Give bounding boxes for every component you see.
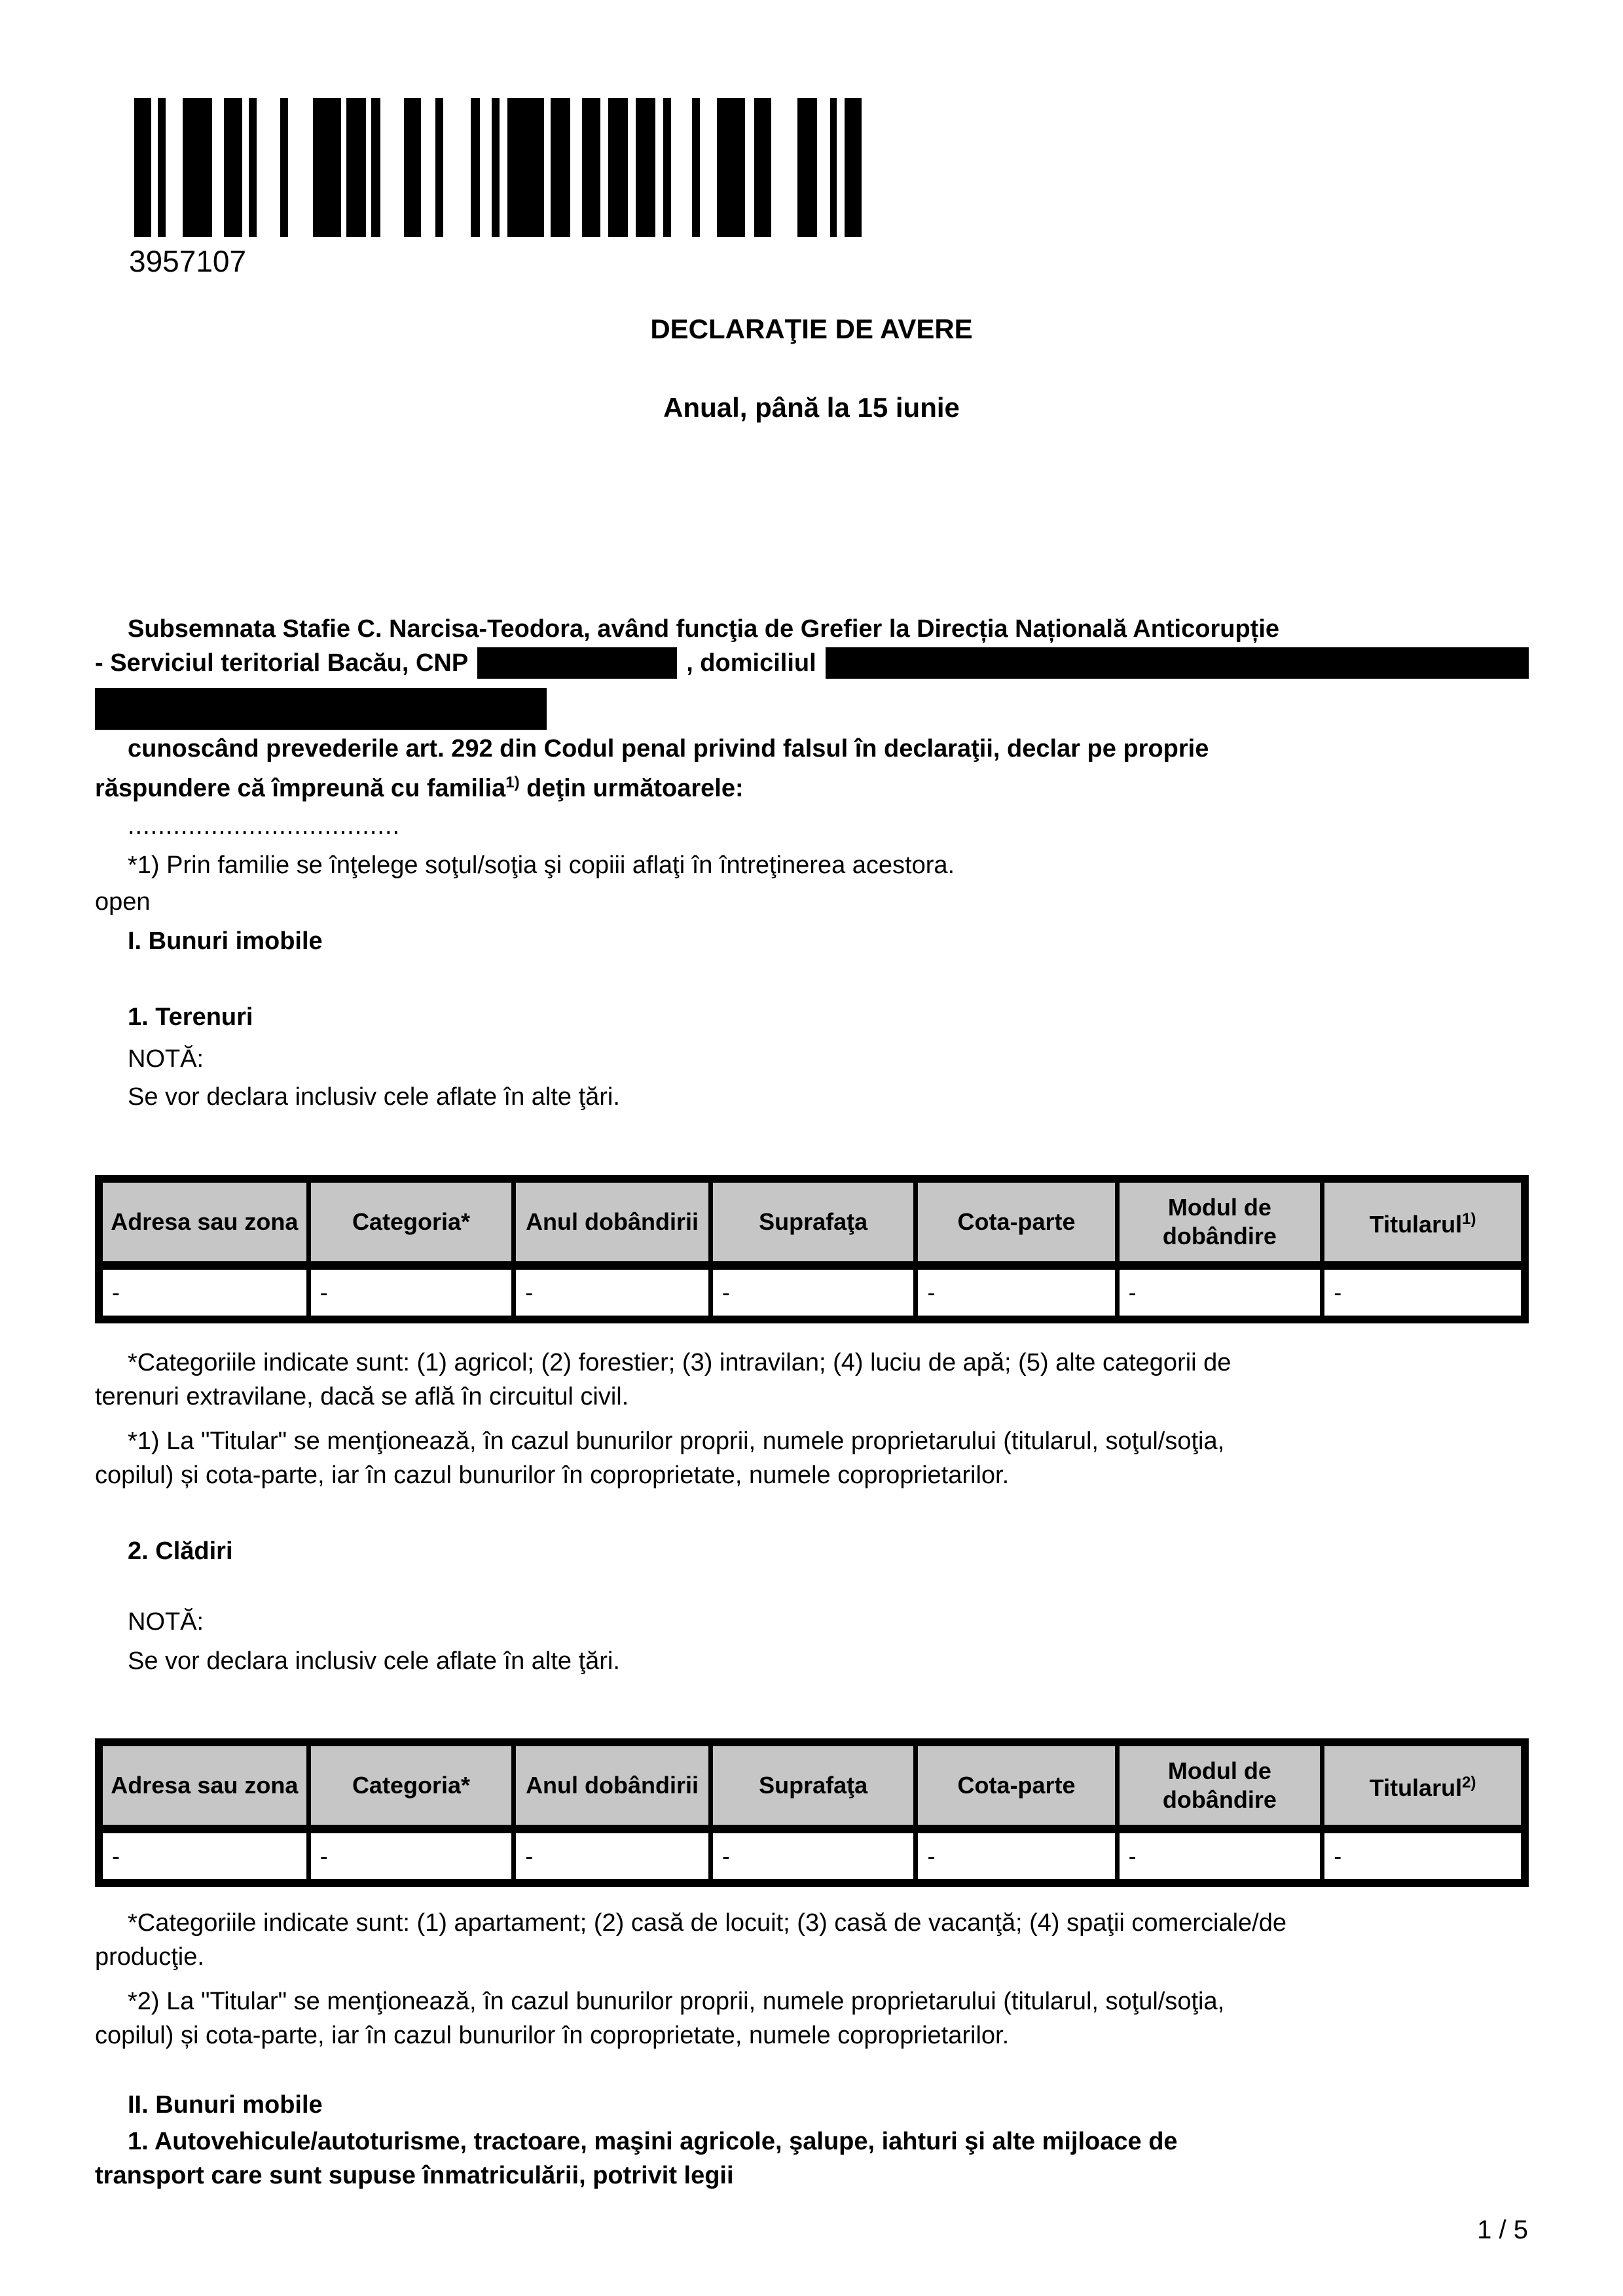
page-number: 1 / 5 — [1477, 2215, 1528, 2244]
col-titularul-label: Titularul — [1369, 1211, 1463, 1238]
titular-note-2-line-1: *2) La "Titular" se menţionează, în cazul bunurilor proprii, numele proprietarului (titularul, soţul/soţia, — [128, 1988, 1225, 2015]
land-note — [95, 1346, 1535, 1414]
family-note: *1) Prin familie se înţelege soţul/soţia şi copiii aflaţi în întreţinerea acestora. — [128, 852, 955, 879]
table-terenuri — [95, 1175, 1529, 1323]
barcode — [134, 98, 862, 237]
dotted-line: .................................... — [128, 812, 401, 840]
col-suprafata: Suprafaţa — [710, 1179, 916, 1266]
nota-text-1: Se vor declara inclusiv cele aflate în alte ţări. — [128, 1083, 620, 1111]
col-anul: Anul dobândirii — [514, 1179, 711, 1266]
open-label: open — [95, 888, 151, 916]
subsection-autovehicule — [95, 2125, 1535, 2193]
cell: - — [514, 1829, 711, 1884]
cell: - — [1117, 1829, 1322, 1884]
col-titularul-sup: 2) — [1462, 1774, 1476, 1791]
nota-label-2: NOTĂ: — [128, 1608, 204, 1636]
nota-label-1: NOTĂ: — [128, 1045, 204, 1073]
col-cota: Cota-parte — [916, 1179, 1117, 1266]
col-suprafata: Suprafaţa — [710, 1742, 916, 1829]
cell: - — [99, 1266, 308, 1320]
table-cladiri — [95, 1738, 1529, 1887]
cell: - — [710, 1266, 916, 1320]
cell: - — [1117, 1266, 1322, 1320]
redacted-cnp — [477, 647, 677, 679]
col-cota: Cota-parte — [916, 1742, 1117, 1829]
oath-paragraph — [95, 732, 1529, 806]
table-row — [99, 1829, 1525, 1884]
building-note-line-1: *Categoriile indicate sunt: (1) apartament; (2) casă de locuit; (3) casă de vacanţă; (4) spaţii comerciale/de — [128, 1909, 1286, 1937]
col-adresa: Adresa sau zona — [99, 1742, 308, 1829]
col-modul: Modul de dobândire — [1117, 1179, 1322, 1266]
cell: - — [308, 1829, 514, 1884]
page-subtitle: Anual, până la 15 iunie — [663, 392, 960, 423]
subsection-terenuri: 1. Terenuri — [128, 1003, 253, 1031]
col-titularul-sup: 1) — [1462, 1210, 1476, 1228]
autovehicule-line-1: 1. Autovehicule/autoturisme, tractoare, maşini agricole, şalupe, iahturi şi alte mijloace de — [128, 2128, 1178, 2155]
section-bunuri-imobile: I. Bunuri imobile — [128, 927, 323, 955]
nota-text-2: Se vor declara inclusiv cele aflate în alte ţări. — [128, 1647, 620, 1675]
col-titularul — [1322, 1742, 1525, 1829]
building-note — [95, 1906, 1535, 1974]
cell: - — [308, 1266, 514, 1320]
titular-note-2 — [95, 1984, 1535, 2053]
col-modul: Modul de dobândire — [1117, 1742, 1322, 1829]
oath-line-1: cunoscând prevederile art. 292 din Codul penal privind falsul în declaraţii, declar pe proprie — [128, 735, 1209, 762]
redacted-address — [826, 647, 1529, 679]
col-categoria: Categoria* — [308, 1179, 514, 1266]
cell: - — [1322, 1829, 1525, 1884]
page-title: DECLARAŢIE DE AVERE — [650, 314, 973, 344]
subsection-cladiri: 2. Clădiri — [128, 1537, 233, 1565]
cell: - — [99, 1829, 308, 1884]
titular-note-1-line-2: copilul) și cota-parte, iar în cazul bunurilor în coproprietate, numele coproprietarilor. — [95, 1462, 1010, 1489]
intro-line-3 — [95, 688, 1529, 730]
titular-note-1-line-1: *1) La "Titular" se menţionează, în cazul bunurilor proprii, numele proprietarului (titularul, soţul/soţia, — [128, 1427, 1225, 1455]
land-note-line-1: *Categoriile indicate sunt: (1) agricol; (2) forestier; (3) intravilan; (4) luciu de apă; (5) alte categorii de — [128, 1349, 1231, 1376]
intro-line-2-text: - Serviciul teritorial Bacău, CNP — [95, 649, 469, 677]
redacted-address-2 — [95, 688, 547, 730]
oath-line-2-text: răspundere că împreună cu familia — [95, 774, 506, 802]
intro-line-2 — [95, 646, 1529, 680]
intro-line-2-text-after: , domiciliul — [686, 649, 816, 677]
cell: - — [710, 1829, 916, 1884]
table-header-row — [99, 1742, 1525, 1829]
col-anul: Anul dobândirii — [514, 1742, 711, 1829]
barcode-number: 3957107 — [129, 244, 247, 278]
cell: - — [916, 1266, 1117, 1320]
oath-footnote-marker: 1) — [505, 774, 520, 791]
cell: - — [514, 1266, 711, 1320]
building-note-line-2: producţie. — [95, 1943, 204, 1971]
intro-paragraph — [95, 612, 1529, 730]
table-header-row — [99, 1179, 1525, 1266]
land-note-line-2: terenuri extravilane, dacă se află în circuitul civil. — [95, 1383, 629, 1410]
oath-line-2-text-after: deţin următoarele: — [519, 774, 744, 802]
section-bunuri-mobile: II. Bunuri mobile — [128, 2091, 323, 2119]
oath-line-2 — [95, 766, 1529, 806]
autovehicule-line-2: transport care sunt supuse înmatriculării, potrivit legii — [95, 2162, 734, 2189]
col-categoria: Categoria* — [308, 1742, 514, 1829]
col-titularul-label: Titularul — [1369, 1774, 1463, 1801]
cell: - — [1322, 1266, 1525, 1320]
col-titularul — [1322, 1179, 1525, 1266]
titular-note-2-line-2: copilul) și cota-parte, iar în cazul bunurilor în coproprietate, numele coproprietarilor. — [95, 2022, 1010, 2049]
intro-line-1: Subsemnata Stafie C. Narcisa-Teodora, având funcţia de Grefier la Direcția Națională Anticorupție — [128, 615, 1280, 643]
col-adresa: Adresa sau zona — [99, 1179, 308, 1266]
cell: - — [916, 1829, 1117, 1884]
titular-note-1 — [95, 1424, 1535, 1492]
table-row — [99, 1266, 1525, 1320]
